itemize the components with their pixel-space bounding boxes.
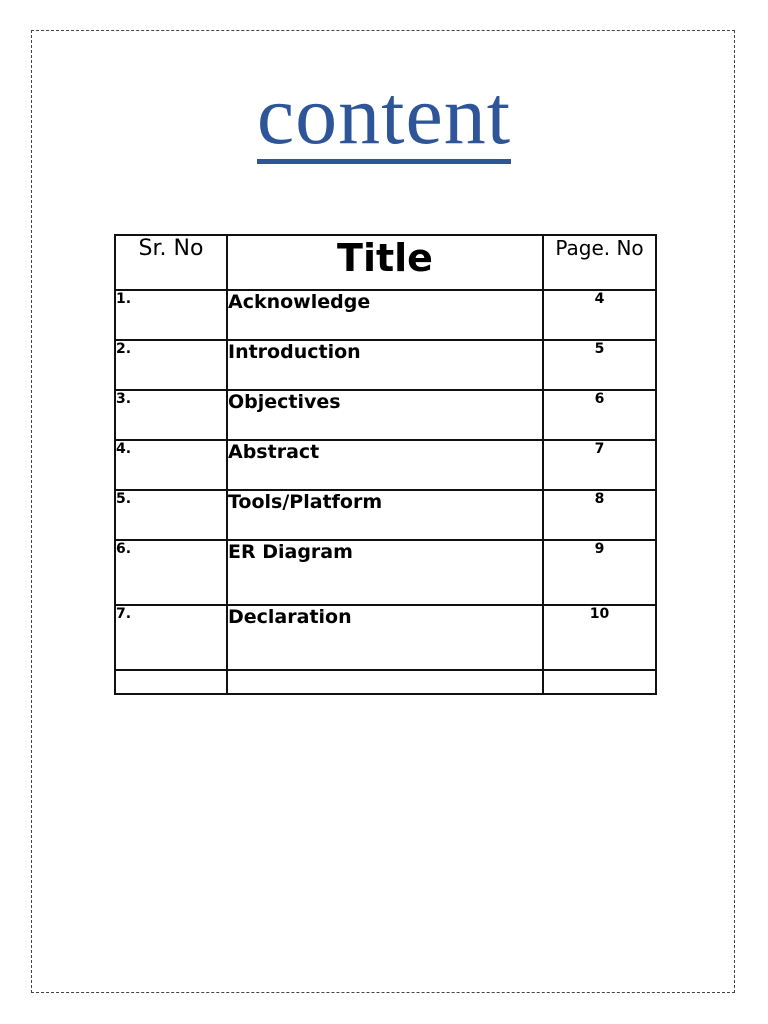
table-row bbox=[115, 340, 656, 390]
empty-cell bbox=[543, 670, 656, 694]
table-row bbox=[115, 540, 656, 605]
row-title: Introduction bbox=[227, 340, 543, 390]
row-sr-no: 3. bbox=[115, 390, 227, 440]
row-title: Declaration bbox=[227, 605, 543, 670]
row-title: Abstract bbox=[227, 440, 543, 490]
row-sr-no: 4. bbox=[115, 440, 227, 490]
table-row-empty bbox=[115, 670, 656, 694]
row-title: ER Diagram bbox=[227, 540, 543, 605]
row-page-no: 6 bbox=[543, 390, 656, 440]
row-page-no: 8 bbox=[543, 490, 656, 540]
row-sr-no: 1. bbox=[115, 290, 227, 340]
empty-cell bbox=[115, 670, 227, 694]
table-header-row bbox=[115, 235, 656, 290]
row-page-no: 9 bbox=[543, 540, 656, 605]
row-sr-no: 5. bbox=[115, 490, 227, 540]
page-heading bbox=[0, 68, 768, 164]
table-row bbox=[115, 490, 656, 540]
row-title: Objectives bbox=[227, 390, 543, 440]
table-row bbox=[115, 605, 656, 670]
row-title: Tools/Platform bbox=[227, 490, 543, 540]
table-row bbox=[115, 440, 656, 490]
row-page-no: 7 bbox=[543, 440, 656, 490]
row-title: Acknowledge bbox=[227, 290, 543, 340]
row-sr-no: 7. bbox=[115, 605, 227, 670]
header-sr-no: Sr. No bbox=[115, 235, 227, 290]
empty-cell bbox=[227, 670, 543, 694]
table-row bbox=[115, 390, 656, 440]
page-heading-text: content bbox=[256, 69, 512, 162]
header-page-no: Page. No bbox=[543, 235, 656, 290]
row-page-no: 10 bbox=[543, 605, 656, 670]
row-sr-no: 2. bbox=[115, 340, 227, 390]
row-page-no: 5 bbox=[543, 340, 656, 390]
row-sr-no: 6. bbox=[115, 540, 227, 605]
header-title: Title bbox=[227, 235, 543, 290]
table-row bbox=[115, 290, 656, 340]
contents-table bbox=[114, 234, 657, 695]
row-page-no: 4 bbox=[543, 290, 656, 340]
